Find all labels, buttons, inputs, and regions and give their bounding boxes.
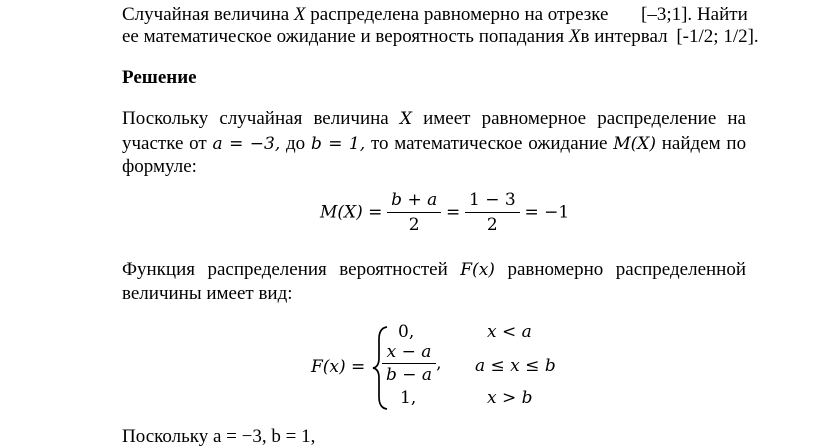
variable-x: X (293, 4, 306, 25)
problem-interval (641, 4, 748, 26)
case1-value: 0, (398, 322, 415, 342)
fraction-denominator: 2 (408, 215, 420, 235)
body-text: Поскольку случайная величина (122, 108, 389, 129)
problem-text: Найти (696, 4, 748, 25)
para1-line-2 (122, 133, 746, 155)
equals-sign: = (446, 202, 461, 223)
body-text: равномерно распределенной (507, 259, 747, 280)
case2-fraction (382, 342, 441, 385)
fraction-b-plus-a (387, 190, 441, 235)
formula-mx (320, 190, 569, 235)
body-text: найдем по (661, 133, 747, 154)
math-b-value: b = 1, (310, 134, 366, 154)
formula-lhs: M(X) = (320, 202, 383, 223)
case2-comma: , (436, 353, 442, 374)
cutoff-text-line: Поскольку a = −3, b = 1, (122, 426, 316, 447)
body-text: Функция распределения вероятностей (122, 259, 448, 280)
problem-text: в интервал (580, 26, 668, 47)
para2-line-2: величины имеет вид: (122, 283, 293, 304)
math-a-value: a = −3, (212, 134, 281, 154)
fraction-x-minus-a (382, 342, 436, 385)
interval-value: [–3;1]. (641, 4, 693, 25)
case2-condition: a ≤ x ≤ b (475, 356, 556, 376)
body-text: имеет равномерное распределение на (423, 108, 746, 129)
fraction-numerator: 1 − 3 (465, 190, 520, 213)
formula-fx-lhs: F(x) = (311, 357, 366, 377)
fraction-1-minus-3 (465, 190, 520, 235)
case3-value: 1, (400, 388, 417, 408)
fraction-numerator: b + a (387, 190, 441, 213)
interval-value: [-1/2; 1/2]. (676, 26, 759, 47)
para2-line-1 (122, 259, 746, 281)
problem-text: распределена равномерно на отрезке (310, 4, 609, 25)
body-text: до (286, 133, 306, 154)
solution-heading: Решение (122, 67, 197, 88)
variable-x: X (568, 26, 581, 47)
body-text: то математическое ожидание (370, 133, 608, 154)
math-fx: F(x) (460, 260, 495, 280)
case3-condition: x > b (487, 388, 533, 408)
case1-condition: x < a (487, 322, 532, 342)
body-text: участке от (122, 133, 207, 154)
fraction-denominator: 2 (486, 215, 498, 235)
problem-line-2 (122, 26, 759, 48)
variable-x: X (399, 109, 412, 129)
math-mx: M(X) (613, 134, 656, 154)
problem-text: Случайная величина (122, 4, 290, 25)
para1-line-1 (122, 108, 746, 130)
problem-line-1 (122, 4, 608, 26)
formula-result: = −1 (524, 202, 570, 223)
problem-text: ее математическое ожидание и вероятность попадания (122, 26, 565, 47)
para1-line-3: формуле: (122, 156, 197, 177)
fraction-denominator: b − a (386, 365, 433, 385)
fraction-numerator: x − a (382, 342, 436, 364)
